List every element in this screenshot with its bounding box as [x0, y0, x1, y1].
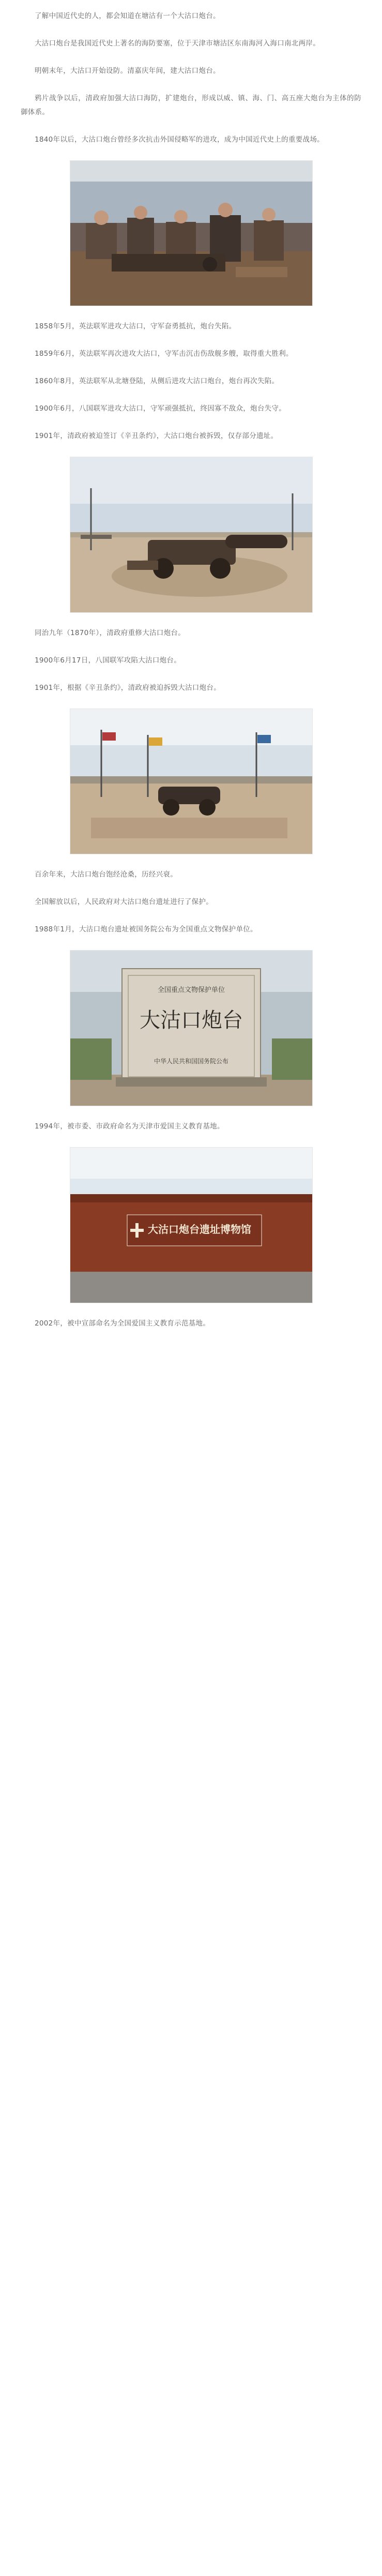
- paragraph-3: 明朝末年，大沽口开始设防。清嘉庆年间，建大沽口炮台。: [35, 67, 220, 75]
- photo-wax-figure-scene: [70, 160, 313, 306]
- paragraph-14: 百余年来，大沽口炮台饱经沧桑，历经兴衰。: [35, 870, 177, 879]
- tablet-title-text: 大沽口炮台: [139, 1008, 243, 1032]
- paragraph-8: 1860年8月，英法联军从北塘登陆，从侧后进攻大沽口炮台，炮台再次失陷。: [35, 377, 279, 385]
- paragraph-11: 同治九年（1870年），清政府重修大沽口炮台。: [35, 629, 186, 637]
- photo-fort-with-flags: [70, 709, 313, 854]
- paragraph-15: 全国解放以后，人民政府对大沽口炮台遗址进行了保护。: [35, 898, 213, 906]
- photo-cannon-on-fort: [70, 457, 313, 613]
- paragraph-4: 鸦片战争以后，清政府加强大沽口海防，扩建炮台，形成以威、镇、海、门、高五座大炮台为主体的防御体系。: [21, 94, 361, 116]
- paragraph-6: 1858年5月，英法联军进攻大沽口，守军奋勇抵抗，炮台失陷。: [35, 322, 236, 330]
- photo-stone-tablet: [70, 950, 313, 1106]
- paragraph-18: 2002年，被中宣部命名为全国爱国主义教育示范基地。: [35, 1319, 210, 1328]
- paragraph-1: 了解中国近代史的人，都会知道在塘沽有一个大沽口炮台。: [35, 12, 220, 20]
- tablet-top-text: 全国重点文物保护单位: [157, 986, 225, 994]
- paragraph-13: 1901年，根据《辛丑条约》，清政府被迫拆毁大沽口炮台。: [35, 684, 221, 692]
- photo-museum-entrance: [70, 1147, 313, 1303]
- museum-sign-text: 大沽口炮台遗址博物馆: [147, 1223, 251, 1236]
- paragraph-2: 大沽口炮台是我国近代史上著名的海防要塞，位于天津市塘沽区东南海河入海口南北两岸。: [35, 39, 320, 48]
- paragraph-12: 1900年6月17日，八国联军攻陷大沽口炮台。: [35, 656, 181, 665]
- tablet-bottom-text: 中华人民共和国国务院公布: [154, 1058, 228, 1065]
- paragraph-7: 1859年6月，英法联军再次进攻大沽口，守军击沉击伤敌舰多艘，取得重大胜利。: [35, 350, 293, 358]
- paragraph-17: 1994年，被市委、市政府命名为天津市爱国主义教育基地。: [35, 1122, 224, 1131]
- paragraph-10: 1901年，清政府被迫签订《辛丑条约》，大沽口炮台被拆毁，仅存部分遗址。: [35, 432, 278, 440]
- paragraph-5: 1840年以后，大沽口炮台曾经多次抗击外国侵略军的进攻，成为中国近代史上的重要战场。: [35, 135, 324, 144]
- paragraph-9: 1900年6月，八国联军进攻大沽口，守军顽强抵抗，终因寡不敌众，炮台失守。: [35, 404, 286, 413]
- paragraph-16: 1988年1月，大沽口炮台遗址被国务院公布为全国重点文物保护单位。: [35, 925, 257, 933]
